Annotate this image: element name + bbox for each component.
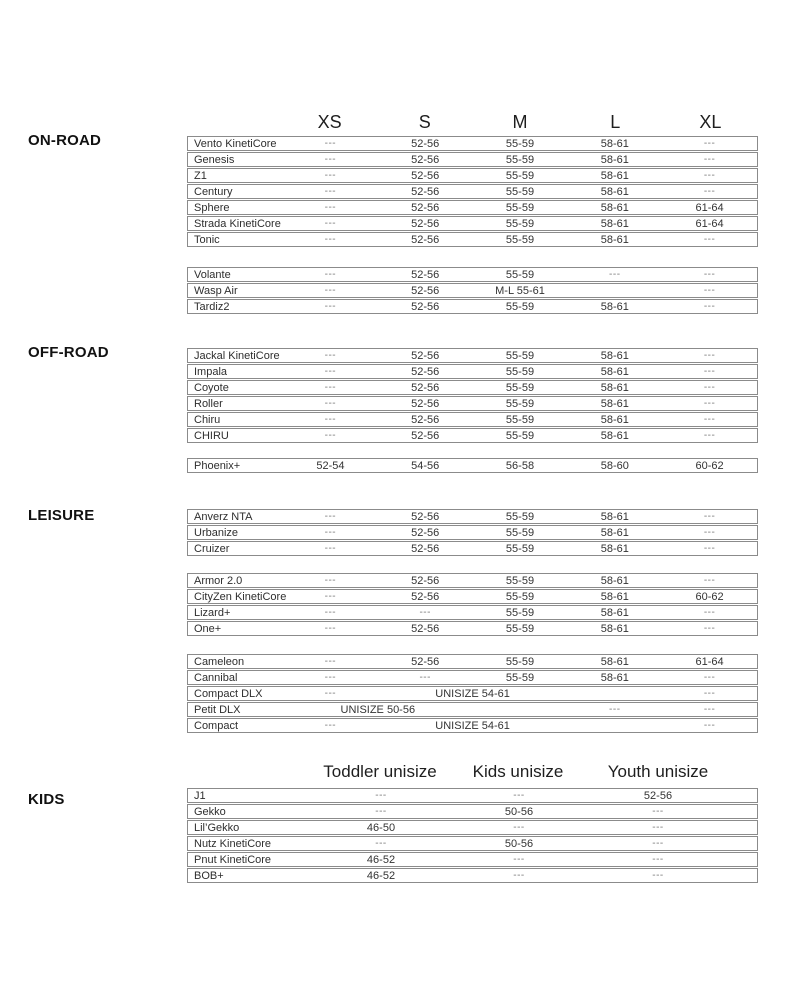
size-cell: --- [652,854,664,865]
size-cell: 52-56 [411,217,440,230]
size-cell: --- [703,543,716,554]
size-cell: --- [324,285,337,296]
size-cell: --- [324,672,337,683]
size-cell-span: UNISIZE 50-56 [340,703,416,716]
size-cell: 55-59 [505,381,535,394]
size-cell: 55-59 [505,622,535,635]
size-cell: 55-59 [505,201,535,214]
row-label: Sphere [194,201,230,214]
size-cell: --- [652,838,664,849]
row-label: Anverz NTA [194,510,253,523]
size-cell: 58-61 [600,574,629,587]
row-label: One+ [194,622,222,635]
size-cell: --- [703,398,716,409]
row-label: Cruizer [194,542,230,555]
size-cell: 55-59 [505,185,535,198]
size-cell: --- [703,527,716,538]
size-cell: --- [703,704,716,715]
column-header: XL [699,112,722,132]
size-cell: --- [324,234,337,245]
row-label: Wasp Air [194,284,238,297]
size-cell: --- [324,688,337,699]
table-row [187,686,758,701]
size-cell: --- [324,138,337,149]
size-cell: 52-56 [411,153,440,166]
row-label: Pnut KinetiCore [194,853,272,866]
size-cell: 55-59 [505,137,535,150]
size-cell: --- [513,822,525,833]
table-group [187,509,758,556]
size-cell: 55-59 [505,671,535,684]
size-cell: --- [375,790,387,801]
table-row [187,216,758,231]
size-cell: 56-58 [505,459,535,472]
table-row [187,788,758,803]
table-row [187,702,758,717]
size-cell: --- [609,704,621,715]
size-cell: --- [652,806,664,817]
row-label: Lil’Gekko [194,821,240,834]
table-row [187,509,758,524]
row-label: CHIRU [194,429,229,442]
size-cell: 58-61 [600,137,629,150]
size-cell: 46-52 [366,853,396,866]
row-label: CityZen KinetiCore [194,590,287,603]
size-cell: --- [324,382,337,393]
size-cell: 58-61 [600,365,629,378]
size-cell: --- [703,575,716,586]
size-cell: --- [703,414,716,425]
size-cell: 58-61 [600,300,629,313]
size-cell: --- [324,527,337,538]
table-row [187,364,758,379]
size-cell: --- [324,202,337,213]
table-row [187,718,758,733]
row-label: Tardiz2 [194,300,230,313]
size-cell: 61-64 [695,201,724,214]
size-cell: 46-52 [366,869,396,882]
size-cell: 55-59 [505,365,535,378]
size-cell: --- [703,154,716,165]
size-cell: 52-56 [411,233,440,246]
row-label: Vento KinetiCore [194,137,277,150]
size-cell: 52-56 [411,365,440,378]
row-label: Coyote [194,381,229,394]
table-row [187,152,758,167]
size-cell: --- [703,138,716,149]
size-cell: --- [609,269,621,280]
table-group [187,267,758,314]
size-cell: --- [703,366,716,377]
row-label: Petit DLX [194,703,241,716]
row-label: Phoenix+ [194,459,241,472]
size-cell: 52-56 [411,542,440,555]
table-group [187,136,758,247]
table-group [187,348,758,443]
size-cell: 58-61 [600,153,629,166]
row-label: Compact DLX [194,687,263,700]
size-cell: 58-61 [600,185,629,198]
table-row [187,428,758,443]
size-cell: 55-59 [505,655,535,668]
size-cell: 52-56 [411,622,440,635]
size-cell: 55-59 [505,268,535,281]
row-label: Volante [194,268,231,281]
size-cell: --- [703,269,716,280]
size-cell: 58-61 [600,655,629,668]
size-cell: 52-56 [411,574,440,587]
size-cell: 55-59 [505,169,535,182]
row-label: Century [194,185,233,198]
table-row [187,458,758,473]
size-cell: 55-59 [505,217,535,230]
size-cell: --- [375,838,387,849]
size-cell: --- [419,672,431,683]
size-cell: --- [703,688,716,699]
size-cell: 52-56 [411,201,440,214]
size-cell: --- [513,870,525,881]
size-cell: --- [324,430,337,441]
size-cell: --- [703,430,716,441]
column-header: Kids unisize [472,762,564,781]
size-cell: 50-56 [504,805,534,818]
size-cell: --- [703,234,716,245]
size-cell: --- [324,623,337,634]
size-cell: --- [419,607,431,618]
size-cell: 52-56 [411,429,440,442]
size-cell: 55-59 [505,153,535,166]
table-row [187,605,758,620]
size-cell: --- [324,607,337,618]
column-header: S [418,112,431,132]
size-cell: 46-50 [366,821,396,834]
section-label-leisure: LEISURE [28,507,95,524]
size-cell: 52-56 [411,268,440,281]
size-cell: --- [703,511,716,522]
column-header: Youth unisize [607,762,709,781]
row-label: BOB+ [194,869,224,882]
size-cell: --- [703,186,716,197]
size-cell: 52-56 [411,137,440,150]
size-cell: 58-61 [600,429,629,442]
table-row [187,348,758,363]
size-cell-span: UNISIZE 54-61 [435,719,510,732]
size-cell: 58-61 [600,622,629,635]
row-label: Armor 2.0 [194,574,243,587]
size-cell: --- [324,154,337,165]
size-cell: --- [703,720,716,731]
size-cell: --- [324,398,337,409]
size-cell: 58-61 [600,169,629,182]
size-table [187,106,758,884]
table-group [187,654,758,733]
row-label: J1 [194,789,206,802]
row-label: Jackal KinetiCore [194,349,280,362]
size-cell: 54-56 [411,459,440,472]
table-row [187,299,758,314]
size-cell: --- [324,575,337,586]
table-row [187,820,758,835]
row-label: Impala [194,365,228,378]
size-cell: --- [703,285,716,296]
size-cell: --- [652,822,664,833]
size-cell: 52-56 [411,349,440,362]
table-row [187,136,758,151]
row-label: Strada KinetiCore [194,217,281,230]
size-cell: 58-61 [600,590,629,603]
size-cell: 52-56 [411,284,440,297]
size-cell: --- [703,382,716,393]
size-cell: --- [324,511,337,522]
size-cell: 58-60 [600,459,629,472]
table-row [187,200,758,215]
table-row [187,232,758,247]
section-label-on-road: ON-ROAD [28,132,102,149]
size-cell: 55-59 [505,526,535,539]
table-row [187,283,758,298]
size-columns-header [187,106,758,136]
column-header: L [610,112,621,132]
size-cell: 52-56 [411,300,440,313]
row-label: Tonic [194,233,220,246]
size-cell: --- [703,623,716,634]
size-cell: 55-59 [505,606,535,619]
size-cell: 61-64 [695,217,724,230]
size-cell: 52-56 [411,185,440,198]
table-row [187,412,758,427]
size-cell: 58-61 [600,671,629,684]
size-cell: 60-62 [695,590,724,603]
size-cell: --- [324,720,337,731]
size-cell: 52-56 [411,169,440,182]
size-cell: 58-61 [600,510,629,523]
size-cell: 52-56 [411,510,440,523]
table-row [187,670,758,685]
size-cell: --- [703,672,716,683]
size-cell: --- [324,218,337,229]
size-cell: --- [703,301,716,312]
size-cell: 52-56 [411,590,440,603]
section-label-off-road: OFF-ROAD [28,344,109,361]
size-cell: 61-64 [695,655,724,668]
size-cell: 52-56 [411,526,440,539]
size-cell-span: UNISIZE 54-61 [435,687,510,700]
table-row [187,589,758,604]
size-cell: 52-56 [411,413,440,426]
size-cell: --- [324,186,337,197]
table-row [187,396,758,411]
size-cell: 58-61 [600,542,629,555]
column-header: XS [317,112,342,132]
size-cell: 58-61 [600,413,629,426]
row-label: Genesis [194,153,235,166]
size-cell: 58-61 [600,233,629,246]
table-group [187,788,758,883]
size-cell: 58-61 [600,349,629,362]
size-cell: 52-56 [411,397,440,410]
size-cell: --- [324,414,337,425]
size-cell: 58-61 [600,201,629,214]
column-header: Toddler unisize [323,762,437,781]
size-cell: --- [324,170,337,181]
size-cell: 55-59 [505,574,535,587]
size-cell: 52-56 [411,381,440,394]
size-cell: --- [324,656,337,667]
size-cell: 55-59 [505,590,535,603]
size-cell: 58-61 [600,397,629,410]
table-row [187,836,758,851]
row-label: Chiru [194,413,221,426]
column-header: M [512,112,528,132]
row-label: Nutz KinetiCore [194,837,272,850]
row-label: Cannibal [194,671,238,684]
size-cell: --- [324,350,337,361]
size-cell: 58-61 [600,526,629,539]
size-cell: --- [513,854,525,865]
table-group [187,573,758,636]
row-label: Lizard+ [194,606,231,619]
size-cell: 50-56 [504,837,534,850]
size-cell: --- [324,301,337,312]
row-label: Gekko [194,805,226,818]
table-row [187,541,758,556]
kids-columns-header [187,756,758,786]
table-group [187,458,758,473]
size-cell: 55-59 [505,349,535,362]
table-row [187,184,758,199]
size-cell: 55-59 [505,300,535,313]
size-cell: --- [703,350,716,361]
size-cell: M-L 55-61 [495,284,545,297]
table-row [187,868,758,883]
table-row [187,168,758,183]
size-cell: 58-61 [600,381,629,394]
size-cell: --- [324,543,337,554]
size-cell: 55-59 [505,233,535,246]
table-row [187,654,758,669]
row-label: Roller [194,397,223,410]
table-row [187,267,758,282]
table-row [187,804,758,819]
size-cell: --- [375,806,387,817]
size-cell: --- [324,366,337,377]
size-cell: 58-61 [600,217,629,230]
size-cell: --- [703,607,716,618]
row-label: Compact [194,719,239,732]
size-cell: 52-54 [316,459,345,472]
size-cell: 55-59 [505,510,535,523]
size-cell: 52-56 [643,789,673,802]
size-cell: --- [652,870,664,881]
size-cell: 52-56 [411,655,440,668]
table-row [187,621,758,636]
row-label: Cameleon [194,655,245,668]
table-row [187,380,758,395]
row-label: Urbanize [194,526,239,539]
section-label-kids: KIDS [28,791,65,808]
size-cell: 55-59 [505,542,535,555]
table-row [187,852,758,867]
size-cell: 55-59 [505,429,535,442]
size-cell: 60-62 [695,459,724,472]
size-cell: --- [513,790,525,801]
row-label: Z1 [194,169,207,182]
size-cell: --- [324,591,337,602]
size-cell: 58-61 [600,606,629,619]
table-row [187,573,758,588]
size-cell: --- [703,170,716,181]
table-row [187,525,758,540]
size-cell: 55-59 [505,397,535,410]
size-cell: 55-59 [505,413,535,426]
size-cell: --- [324,269,337,280]
